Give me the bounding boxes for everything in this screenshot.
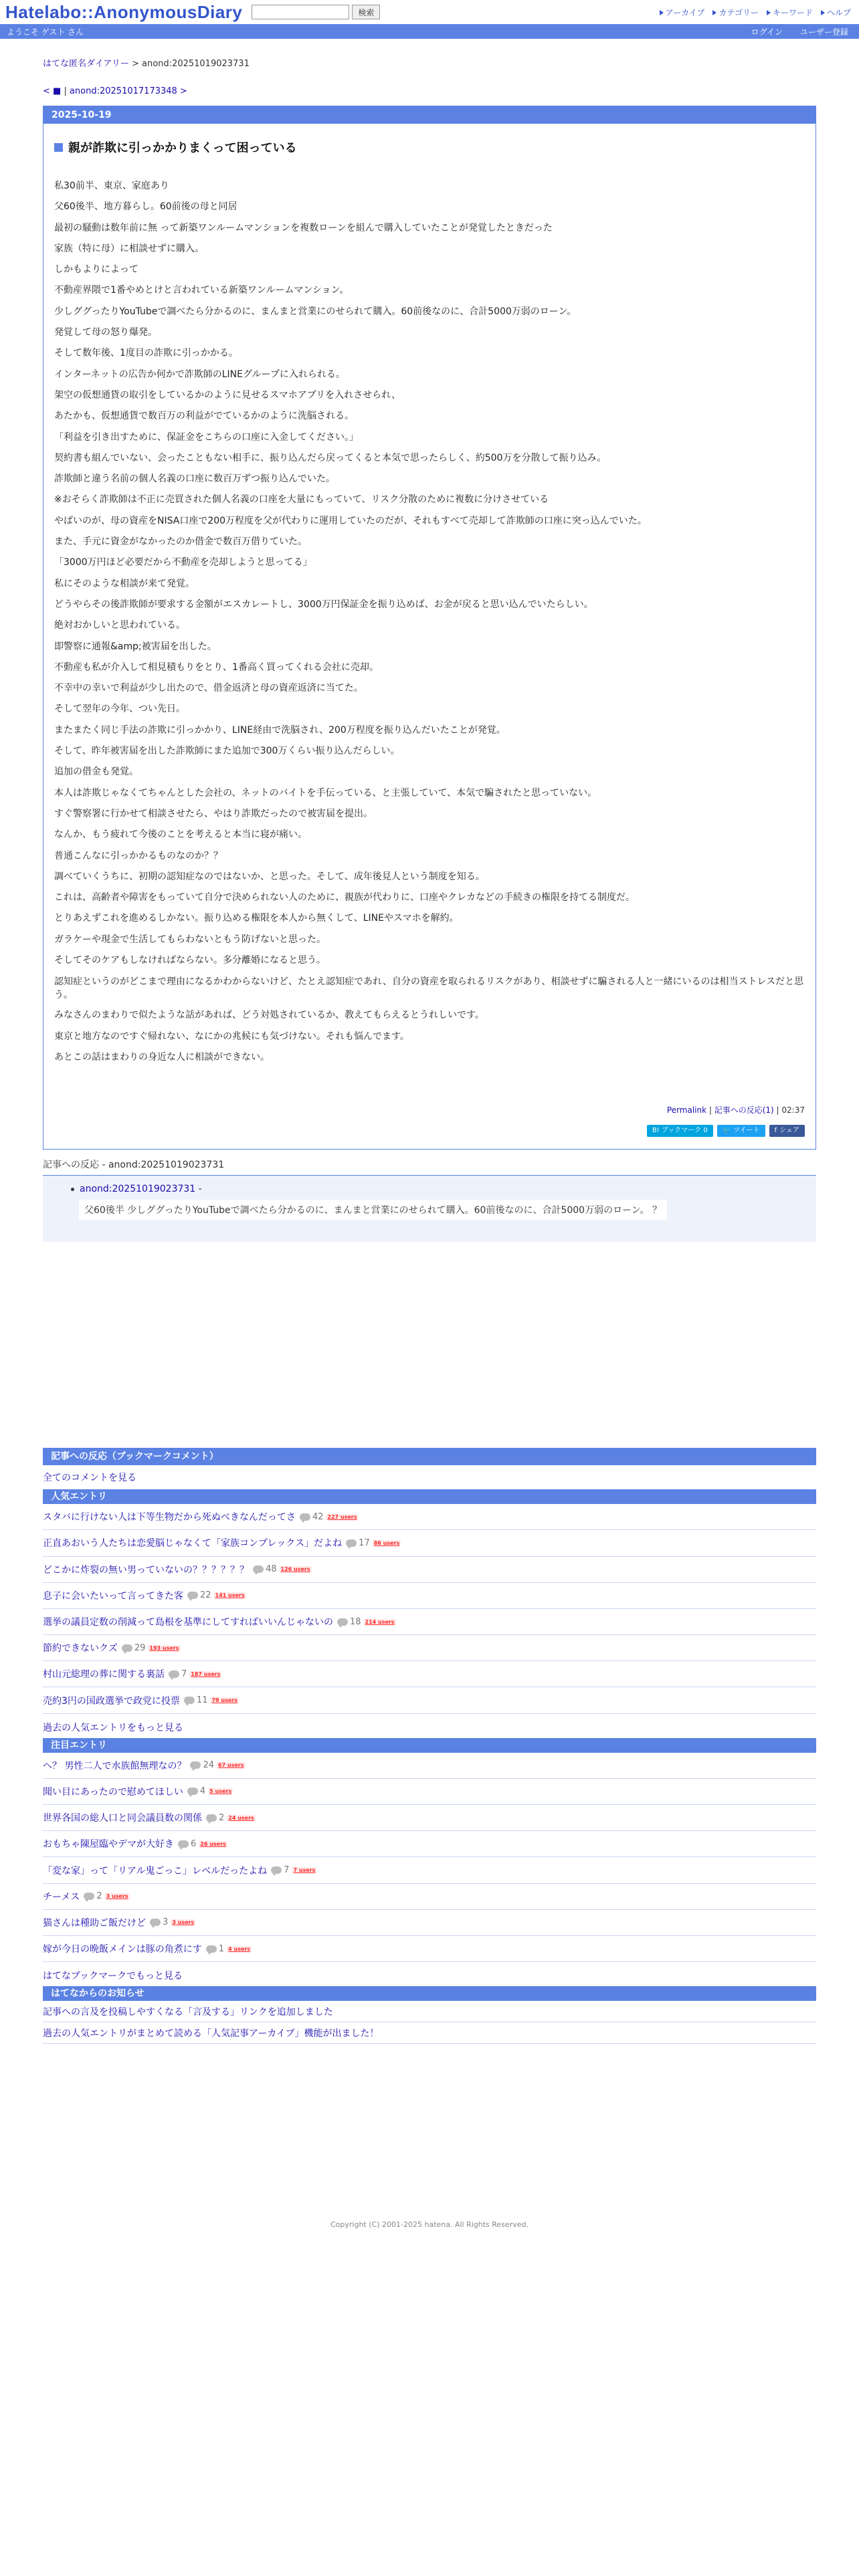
comment-bubble-icon [253, 1566, 264, 1573]
comment-bubble-icon [169, 1671, 179, 1678]
entry-title-link[interactable]: 売約3円の国政選挙で政党に投票 [43, 1695, 180, 1707]
bookmark-users-badge[interactable]: 79 users [211, 1697, 237, 1704]
article-line: インターネットの広告か何かで詐欺師のLINEグループに入れられる。 [54, 368, 345, 380]
bookmark-users-badge[interactable]: 3 users [172, 1919, 195, 1926]
nav-category-link[interactable]: カテゴリー [712, 7, 759, 18]
entry-row [43, 1884, 816, 1910]
bookmark-users-badge[interactable]: 227 users [327, 1513, 357, 1520]
triangle-icon [712, 10, 717, 15]
article-line: またまたく同じ手法の詐欺に引っかかり、LINE経由で洗脳され、200万程度を振り込んだいたことが発覚。 [54, 724, 506, 736]
bookmark-users-badge[interactable]: 26 users [200, 1840, 226, 1847]
notice-row [43, 2022, 816, 2044]
bookmark-users-badge[interactable]: 5 users [209, 1788, 232, 1795]
article-line: 家族（特に母）に相談せずに購入。 [54, 243, 204, 254]
nav-archive-link[interactable]: アーカイブ [660, 7, 705, 18]
entry-title-link[interactable]: 嫁が今日の晩飯メインは豚の角煮にす [43, 1944, 202, 1955]
article-line: そして翌年の今年、つい先日。 [54, 704, 185, 715]
comment-bubble-icon [346, 1539, 357, 1547]
bookmark-users-badge[interactable]: 7 users [293, 1867, 316, 1874]
notice-link[interactable]: 記事への言及を投稿しやすくなる「言及する」リンクを追加しました [43, 2006, 333, 2018]
article-footer [54, 1104, 805, 1115]
hatena-bookmark-button[interactable]: B! ブックマーク 0 [647, 1125, 713, 1137]
bookmark-users-badge[interactable]: 214 users [365, 1618, 395, 1625]
article-body [43, 124, 816, 1149]
article-line: 父60後半、地方暮らし。60前後の母と同居 [54, 201, 237, 213]
article-line: 普通こんなに引っかかるものなのか？？ [54, 850, 223, 861]
entry-title-link[interactable]: 世界各国の総人口と同会議員数の関係 [43, 1813, 202, 1824]
facebook-icon: f [774, 1127, 777, 1135]
article-line: なんか、もう疲れて今後のことを考えると本当に寝が痛い。 [54, 829, 307, 841]
entry-row [43, 1936, 816, 1962]
entry-title-link[interactable]: 村山元総理の葬に関する裏話 [43, 1669, 165, 1681]
triangle-icon [821, 10, 825, 15]
article-line: 即警察に通報&amp;被害届を出した。 [54, 641, 217, 652]
article-title [54, 138, 805, 156]
footer-separator: | [706, 1105, 714, 1115]
top-header [0, 0, 859, 24]
entry-row [43, 1753, 816, 1779]
reaction-link[interactable]: anond:20251019023731 [80, 1184, 196, 1195]
site-logo[interactable]: Hatelabo::AnonymousDiary [5, 1, 243, 22]
user-bar [0, 24, 859, 39]
all-comments-link[interactable]: 全てのコメントを見る [43, 1473, 136, 1484]
reaction-quote: 父60後半 少しググったりYouTubeで調べたら分かるのに、まんまと営業にのせられて購入。60前後なのに、合計5000万弱のローン。 ？ [79, 1200, 667, 1220]
article-line: 不動産も私が介入して相見積もりをとり、1番高く買ってくれる会社に売却。 [54, 661, 379, 673]
breadcrumb-root-link[interactable]: はてな匿名ダイアリー [43, 59, 129, 69]
breadcrumb [43, 56, 816, 69]
article-line: そして数年後、1度目の詐欺に引っかかる。 [54, 348, 238, 359]
entry-row [43, 1557, 816, 1583]
main-container [43, 39, 816, 2044]
entry-title-link[interactable]: おもちゃ陳屋臨やデマが大好き [43, 1839, 174, 1850]
comment-count: 6 [191, 1838, 197, 1849]
entry-title-link[interactable]: へ？ 男性二人で水族館無理なの？ [43, 1760, 187, 1772]
article-line: どうやらその後詐欺師が要求する金額がエスカレートし、3000万円保証金を振り込めば、お金が戻ると思い込んでいたらしい。 [54, 599, 593, 610]
reactions-heading: 記事への反応 - anond:20251019023731 [43, 1160, 225, 1171]
entry-row [43, 1805, 816, 1831]
article-line: 少しググったりYouTubeで調べたら分かるのに、まんまと営業にのせられて購入。60前後なのに、合計5000万弱のローン。 [54, 306, 577, 317]
comment-count: 7 [284, 1865, 290, 1876]
search-button[interactable]: 検索 [352, 5, 380, 19]
article-line: みなさんのまわりで似たような話があれば、どう対処されているか、教えてもらえるとうれしいです。 [54, 1010, 484, 1021]
article-line: また、手元に資金がなかったのか借金で数百万借りていた。 [54, 536, 307, 548]
triangle-icon [660, 10, 664, 15]
twitter-icon: 🐦 [722, 1127, 731, 1135]
reactions-box [43, 1175, 816, 1242]
share-buttons [54, 1125, 805, 1137]
ad-space [43, 1242, 816, 1448]
article-line: 私にそのような相談が来て発覚。 [54, 578, 195, 589]
article-line: 絶対おかしいと思われている。 [54, 620, 185, 631]
notable-entries-header: 注目エントリ [43, 1738, 816, 1753]
permalink-link[interactable]: Permalink [666, 1105, 707, 1115]
entry-row [43, 1530, 816, 1556]
prev-next-nav [43, 86, 816, 96]
bookmark-users-badge[interactable]: 86 users [373, 1539, 400, 1546]
notice-link[interactable]: 過去の人気エントリがまとめて読める「人気記事アーカイブ」機能が出ました！ [43, 2028, 379, 2039]
user-links [751, 26, 848, 37]
comment-count: 3 [163, 1917, 169, 1928]
bookmark-users-badge[interactable]: 4 users [228, 1945, 250, 1952]
reactions-count-link[interactable]: 記事への反応(1) [714, 1105, 774, 1115]
square-icon[interactable] [54, 143, 63, 152]
entry-row [43, 1635, 816, 1661]
comment-count: 17 [359, 1537, 370, 1548]
comment-count: 42 [312, 1511, 324, 1522]
article-line: 本人は詐欺じゃなくてちゃんとした会社の、ネットのバイトを手伝っている、と主張していて、本気で騙されたと思っていない。 [54, 787, 597, 798]
article-line: 東京と地方なのですぐ帰れない、なにかの兆候にも気づけない。それも悩んでます。 [54, 1031, 409, 1042]
entry-title-link[interactable]: 節約できないクズ [43, 1643, 118, 1654]
post-time: | 02:37 [773, 1105, 805, 1115]
article-date: 2025-10-19 [43, 106, 816, 124]
comment-bubble-icon [190, 1761, 201, 1769]
comment-bubble-icon [300, 1513, 310, 1521]
breadcrumb-current: anond:20251019023731 [142, 59, 250, 69]
breadcrumb-separator: > [128, 59, 142, 69]
article-line: 調べていくうちに、初期の認知症なのではないか、と思った。そして、成年後見人という制度を知る。 [54, 871, 485, 882]
article-line: 架空の仮想通貨の取引をしているかのように見せるスマホアプリを入れさせられ、 [54, 389, 401, 401]
notable-entries-list [43, 1753, 816, 1963]
hatebu-more-link[interactable]: はてなブックマークでもっと見る [43, 1971, 183, 1982]
article-line: すぐ警察署に行かせて相談させたら、やはり詐欺だったので被害届を提出。 [54, 808, 373, 819]
comment-bubble-icon [206, 1945, 217, 1953]
article-line: 不動産界隈で1番やめとけと言われている新築ワンルームマンション。 [54, 285, 349, 296]
comment-count: 7 [181, 1669, 187, 1679]
article-line: あとこの話はまわりの身近な人に相談ができない。 [54, 1051, 270, 1063]
entry-title-link[interactable]: 猫さんは種助ご飯だけど [43, 1917, 146, 1929]
search-input[interactable] [252, 5, 349, 19]
reaction-item: anond:20251019023731 - [71, 1184, 803, 1194]
popular-entries-header: 人気エントリ [43, 1489, 816, 1504]
comment-count: 29 [134, 1642, 146, 1653]
article-line: ※おそらく詐欺師は不正に売買された個人名義の口座を大量にもっていて、リスク分散のために複数に分けさせている [54, 494, 549, 506]
article-line: とりあえずこれを進めるしかない。振り込める権限を本人から無くして、LINEやスマホを解約。 [54, 913, 459, 924]
bullet-icon [71, 1188, 74, 1191]
notice-row [43, 2001, 816, 2022]
article-line: 詐欺師と違う名前の個人名義の口座に数百万ずつ振り込んでいた。 [54, 473, 335, 485]
comment-count: 24 [203, 1760, 214, 1771]
entry-row [43, 1857, 816, 1883]
article-line: そして、昨年被害届を出した詐欺師にまた追加で300万くらい振り込んだらしい。 [54, 746, 400, 757]
tweet-button[interactable]: 🐦 ツイート [717, 1125, 765, 1137]
entry-row [43, 1779, 816, 1805]
comment-bubble-icon [187, 1788, 198, 1795]
article-line: 最初の騒動は数年前に無 って新築ワンルームマンションを複数ローンを組んで購入していたことが発覚したときだった [54, 222, 553, 233]
popular-entries-list [43, 1504, 816, 1714]
prev-next-separator: | [61, 86, 70, 96]
entry-title-link[interactable]: 聞い目にあったので慰めてほしい [43, 1786, 183, 1798]
article-line: そしてそのケアもしなければならない。多分離婚になると思う。 [54, 954, 326, 966]
nav-help-link[interactable]: ヘルプ [821, 7, 851, 18]
prev-entry-link[interactable]: < ■ [43, 86, 62, 96]
article-line: やばいのが、母の資産をNISA口座で200万程度を父が代わりに運用していたのだが、それもすべて売却して詐欺師の口座に突っ込んでいた。 [54, 515, 647, 526]
comment-count: 2 [219, 1812, 225, 1823]
comment-count: 1 [218, 1943, 225, 1954]
comment-bubble-icon [271, 1866, 282, 1874]
comment-bubble-icon [206, 1814, 217, 1822]
top-nav [660, 7, 851, 18]
article-line: あたかも、仮想通貨で数百万の利益がでているかのように洗脳される。 [54, 411, 354, 422]
copyright: Copyright (C) 2001-2025 hatena. All Rights Reserved. [330, 2220, 529, 2229]
entry-row [43, 1583, 816, 1609]
next-entry-link[interactable]: anond:20251017173348 > [69, 86, 187, 96]
entry-row [43, 1504, 816, 1530]
entry-row [43, 1661, 816, 1687]
bookmark-users-badge[interactable]: 187 users [191, 1671, 221, 1677]
comment-bubble-icon [84, 1893, 94, 1900]
comment-count: 18 [350, 1616, 361, 1627]
article-line: これは、高齢者や障害をもっていて自分で決められない人のために、親族が代わりに、口座やクレカなどの手続きの権限を持てる制度だ。 [54, 892, 635, 903]
notice-list [43, 2001, 816, 2044]
article-line: しかもよりによって [54, 264, 138, 276]
comment-count: 4 [199, 1786, 206, 1797]
entry-title-link[interactable]: チーメス [43, 1891, 80, 1903]
article-line: 認知症というのがどこまで理由になるかわからないけど、たとえ認知症であれ、自分の資産を取られるリスクがあり、相談せずに騙される人と一緒にいるのは相当ストレスだと思う。 [54, 976, 804, 1001]
login-link[interactable]: ログイン [751, 27, 783, 37]
comment-bubble-icon [178, 1840, 189, 1848]
bookmark-users-badge[interactable]: 3 users [106, 1893, 128, 1900]
comment-bubble-icon [150, 1919, 161, 1926]
welcome-text: ようこそ ゲスト さん [7, 27, 84, 37]
article-line: ガラケーや現金で生活してもらわないともう防げないと思った。 [54, 934, 326, 945]
comment-count: 48 [266, 1564, 277, 1575]
article-line: 「3000万円ほど必要だから不動産を売却しようと思ってる」 [54, 557, 312, 568]
triangle-icon [767, 10, 771, 15]
comment-bubble-icon [122, 1644, 132, 1652]
article-line: 不幸中の幸いで利益が少し出たので、借金返済と母の資産返済に当てた。 [54, 683, 363, 694]
entry-row [43, 1910, 816, 1936]
article-line: 契約書も組んでいない、会ったこともない相手に、振り込んだら戻ってくると本気で思ったらしく、約500万を分散して振り込み。 [54, 452, 607, 463]
entry-row [43, 1609, 816, 1635]
comment-count: 22 [200, 1590, 211, 1601]
register-link[interactable]: ユーザー登録 [799, 27, 848, 37]
bookmark-users-badge[interactable]: 126 users [280, 1566, 310, 1573]
article-line: 追加の借金も発覚。 [54, 766, 138, 778]
entry-row [43, 1687, 816, 1713]
notice-header: はてなからのお知らせ [43, 1986, 816, 2001]
bookmark-users-badge[interactable]: 24 users [228, 1814, 254, 1821]
entry-title-link[interactable]: 息子に会いたいって言ってきた客 [43, 1590, 183, 1602]
nav-keyword-link[interactable]: キーワード [767, 7, 813, 18]
article [43, 106, 816, 1150]
popular-more-link[interactable]: 過去の人気エントリをもっと見る [43, 1722, 183, 1733]
article-line: 発覚して母の怒り爆発。 [54, 327, 157, 338]
entry-title-link[interactable]: 正直あおいう人たちは恋愛脳じゃなくて「家族コンプレックス」だよね [43, 1538, 343, 1549]
article-line: 私30前半、東京、家庭あり [54, 181, 169, 191]
comment-count: 2 [96, 1891, 102, 1902]
entry-title-link[interactable]: 選挙の議員定数の削減って島根を基準にしてすればいいんじゃないの [43, 1617, 333, 1628]
bookmark-users-badge[interactable]: 141 users [215, 1592, 245, 1599]
article-line: 「利益を引き出すために、保証金をこちらの口座に入金してください。」 [54, 431, 359, 443]
comment-count: 11 [196, 1695, 208, 1706]
entry-row [43, 1831, 816, 1857]
article-title-text: 親が詐欺に引っかかりまくって困っている [68, 141, 297, 155]
entry-title-link[interactable]: どこかに炸裂の無い男っていないの？？？？？？ [43, 1564, 249, 1576]
bookmark-section-header: 記事への反応（ブックマークコメント） [43, 1448, 816, 1465]
entry-title-link[interactable]: 「変な家」って「リアル鬼ごっこ」レベルだったよね [43, 1865, 268, 1876]
entry-title-link[interactable]: スタバに行けない人は下等生物だから死ぬべきなんだってさ [43, 1512, 296, 1523]
article-text [54, 176, 805, 1068]
comment-bubble-icon [187, 1592, 198, 1599]
bookmark-users-badge[interactable]: 67 users [218, 1762, 244, 1769]
comment-bubble-icon [337, 1618, 348, 1626]
comment-bubble-icon [184, 1697, 195, 1704]
facebook-share-button[interactable]: f シェア [769, 1125, 805, 1137]
bookmark-users-badge[interactable]: 193 users [149, 1644, 179, 1651]
